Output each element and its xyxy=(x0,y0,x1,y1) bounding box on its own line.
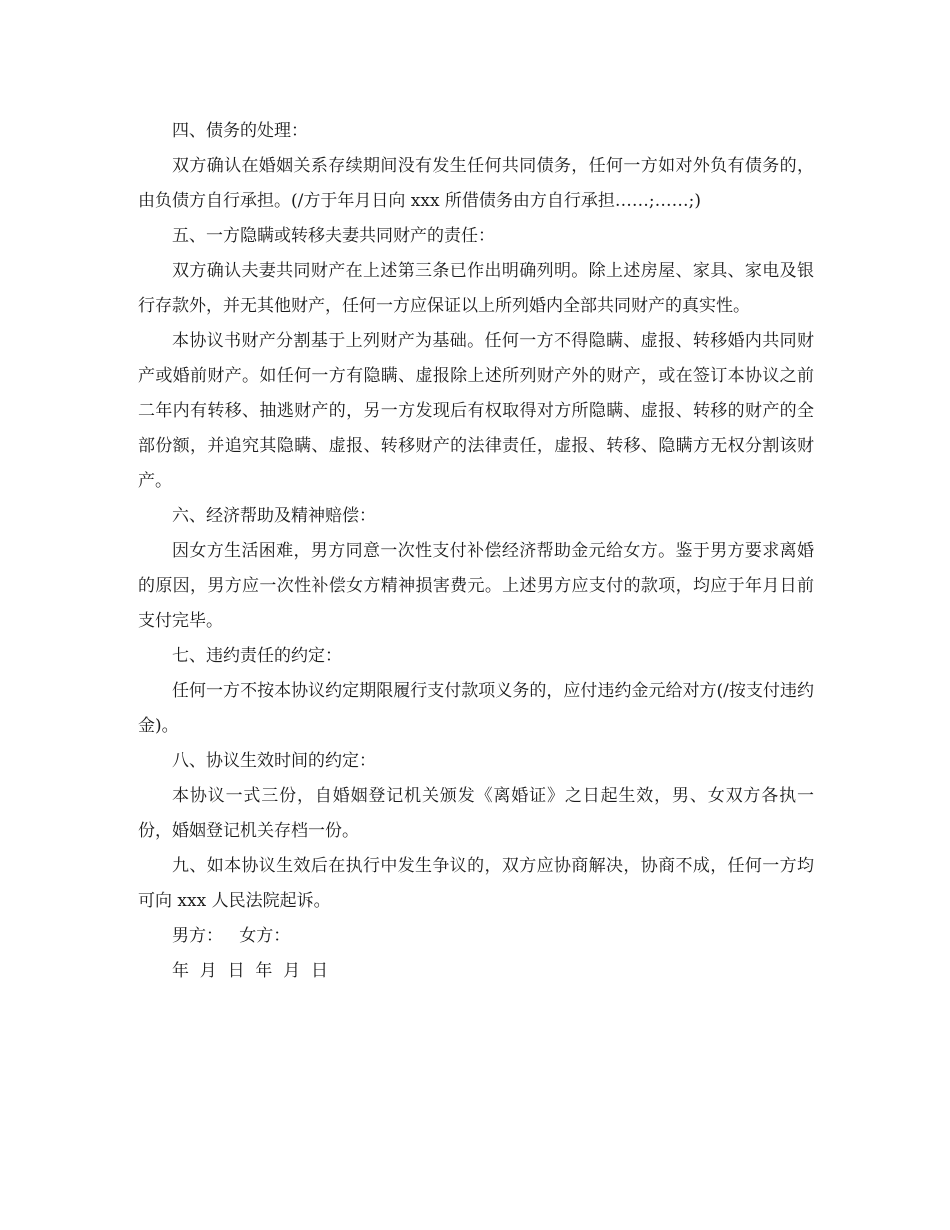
paragraph-compensation: 因女方生活困难，男方同意一次性支付补偿经济帮助金元给女方。鉴于男方要求离婚的原因，男方应一次性补偿女方精神损害费元。上述男方应支付的款项，均应于年月日前支付完毕。 xyxy=(138,541,814,631)
date-line: 年 月 日 年 月 日 xyxy=(172,961,329,981)
paragraph-property-division: 本协议书财产分割基于上列财产为基础。任何一方不得隐瞒、虚报、转移婚内共同财产或婚前财产。如任何一方有隐瞒、虚报除上述所列财产外的财产，或在签订本协议之前二年内有转移、抽逃财产的，另一方发现后有权取得对方所隐瞒、虚报、转移的财产的全部份额，并追究其隐瞒、虚报、转移财产的法律责任，虚报、转移、隐瞒方无权分割该财产。 xyxy=(138,331,814,491)
paragraph-breach: 任何一方不按本协议约定期限履行支付款项义务的，应付违约金元给对方(/按支付违约金)。 xyxy=(138,681,814,736)
paragraph-disputes: 九、如本协议生效后在执行中发生争议的，双方应协商解决，协商不成，任何一方均可向 xxx 人民法院起诉。 xyxy=(138,856,814,911)
section-heading-compensation: 六、经济帮助及精神赔偿： xyxy=(172,506,376,526)
paragraph-property-listed: 双方确认夫妻共同财产在上述第三条已作出明确列明。除上述房屋、家具、家电及银行存款外，并无其他财产，任何一方应保证以上所列婚内全部共同财产的真实性。 xyxy=(138,261,814,316)
section-heading-concealment: 五、一方隐瞒或转移夫妻共同财产的责任： xyxy=(172,226,495,246)
section-heading-breach: 七、违约责任的约定： xyxy=(172,646,342,666)
paragraph-effective: 本协议一式三份，自婚姻登记机关颁发《离婚证》之日起生效，男、女双方各执一份，婚姻登记机关存档一份。 xyxy=(138,786,814,841)
document-body xyxy=(138,114,814,989)
section-heading-effective: 八、协议生效时间的约定： xyxy=(172,751,376,771)
paragraph-debts: 双方确认在婚姻关系存续期间没有发生任何共同债务，任何一方如对外负有债务的，由负债方自行承担。(/方于年月日向 xxx 所借债务由方自行承担……;……;) xyxy=(138,156,814,211)
section-heading-debts: 四、债务的处理： xyxy=(172,121,308,141)
signature-line: 男方： 女方： xyxy=(172,926,291,946)
